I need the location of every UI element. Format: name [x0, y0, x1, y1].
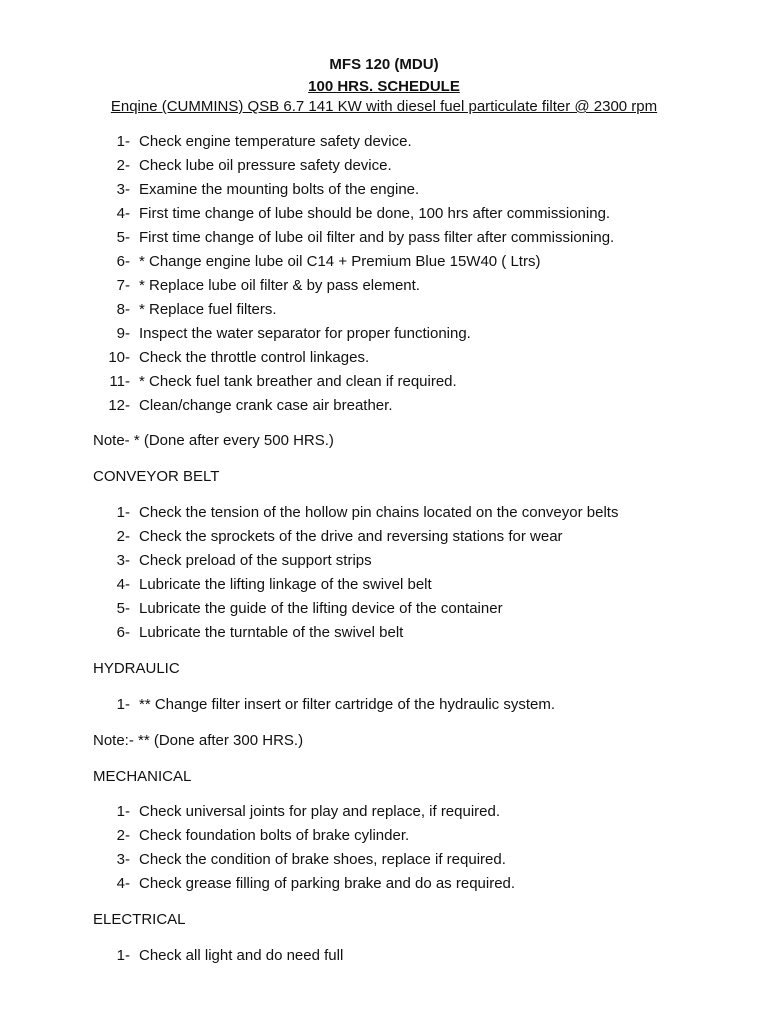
- item-text: Check the throttle control linkages.: [139, 349, 370, 366]
- item-number: 5-: [116, 600, 130, 617]
- conveyor-checklist: [0, 504, 768, 648]
- list-item: [0, 947, 768, 971]
- section-heading-hydraulic: HYDRAULIC: [93, 660, 180, 677]
- list-item: [0, 552, 768, 576]
- list-item: [0, 504, 768, 528]
- item-number: 6-: [116, 253, 130, 270]
- item-text: Lubricate the guide of the lifting device of the container: [139, 600, 503, 617]
- list-item: [0, 576, 768, 600]
- list-item: [0, 253, 768, 277]
- item-number: 1-: [116, 803, 130, 820]
- list-item: [0, 803, 768, 827]
- item-text: Inspect the water separator for proper functioning.: [139, 325, 471, 342]
- mechanical-checklist: [0, 803, 768, 899]
- item-number: 12-: [108, 397, 130, 414]
- item-number: 4-: [116, 205, 130, 222]
- item-text: First time change of lube oil filter and by pass filter after commissioning.: [139, 229, 615, 246]
- list-item: [0, 600, 768, 624]
- electrical-checklist: [0, 947, 768, 971]
- list-item: [0, 851, 768, 875]
- item-text: Check the condition of brake shoes, replace if required.: [139, 851, 506, 868]
- item-number: 1-: [116, 504, 130, 521]
- item-number: 8-: [116, 301, 130, 318]
- hydraulic-note: Note:- ** (Done after 300 HRS.): [93, 732, 304, 749]
- item-text: Check lube oil pressure safety device.: [139, 157, 392, 174]
- item-number: 2-: [116, 528, 130, 545]
- item-text: * Check fuel tank breather and clean if required.: [139, 373, 457, 390]
- item-number: 6-: [116, 624, 130, 641]
- item-number: 1-: [116, 947, 130, 964]
- list-item: [0, 624, 768, 648]
- item-number: 3-: [116, 552, 130, 569]
- item-text: ** Change filter insert or filter cartridge of the hydraulic system.: [139, 696, 556, 713]
- item-text: Check foundation bolts of brake cylinder.: [139, 827, 410, 844]
- list-item: [0, 205, 768, 229]
- item-text: Clean/change crank case air breather.: [139, 397, 393, 414]
- engine-note: Note- * (Done after every 500 HRS.): [93, 432, 334, 449]
- item-number: 5-: [116, 229, 130, 246]
- item-number: 10-: [108, 349, 130, 366]
- item-number: 9-: [116, 325, 130, 342]
- item-number: 2-: [116, 157, 130, 174]
- item-text: Check the tension of the hollow pin chains located on the conveyor belts: [139, 504, 619, 521]
- item-text: First time change of lube should be done, 100 hrs after commissioning.: [139, 205, 611, 222]
- item-number: 1-: [116, 133, 130, 150]
- hydraulic-checklist: [0, 696, 768, 720]
- item-text: * Change engine lube oil C14 + Premium Blue 15W40 ( Ltrs): [139, 253, 541, 270]
- item-number: 11-: [109, 373, 130, 390]
- list-item: [0, 827, 768, 851]
- item-text: Check all light and do need full: [139, 947, 344, 964]
- item-text: Check universal joints for play and replace, if required.: [139, 803, 501, 820]
- item-number: 2-: [116, 827, 130, 844]
- list-item: [0, 373, 768, 397]
- document-title: MFS 120 (MDU): [329, 56, 439, 73]
- item-number: 7-: [116, 277, 130, 294]
- list-item: [0, 875, 768, 899]
- item-text: Check grease filling of parking brake and do as required.: [139, 875, 516, 892]
- list-item: [0, 397, 768, 421]
- engine-subtitle: Enqine (CUMMINS) QSB 6.7 141 KW with diesel fuel particulate filter @ 2300 rpm: [110, 98, 658, 115]
- list-item: [0, 301, 768, 325]
- list-item: [0, 277, 768, 301]
- item-text: Examine the mounting bolts of the engine.: [139, 181, 420, 198]
- item-text: Check the sprockets of the drive and reversing stations for wear: [139, 528, 563, 545]
- item-number: 1-: [116, 696, 130, 713]
- list-item: [0, 528, 768, 552]
- list-item: [0, 181, 768, 205]
- item-text: Check preload of the support strips: [139, 552, 372, 569]
- section-heading-electrical: ELECTRICAL: [93, 911, 186, 928]
- item-number: 3-: [116, 181, 130, 198]
- item-number: 3-: [116, 851, 130, 868]
- list-item: [0, 157, 768, 181]
- item-text: Lubricate the lifting linkage of the swivel belt: [139, 576, 432, 593]
- item-text: * Replace fuel filters.: [139, 301, 277, 318]
- item-number: 4-: [116, 875, 130, 892]
- list-item: [0, 349, 768, 373]
- engine-checklist: [0, 133, 768, 421]
- section-heading-conveyor: CONVEYOR BELT: [93, 468, 220, 485]
- item-text: Check engine temperature safety device.: [139, 133, 412, 150]
- schedule-title: 100 HRS. SCHEDULE: [308, 78, 460, 95]
- list-item: [0, 229, 768, 253]
- section-heading-mechanical: MECHANICAL: [93, 768, 192, 785]
- list-item: [0, 696, 768, 720]
- item-text: * Replace lube oil filter & by pass element.: [139, 277, 420, 294]
- item-number: 4-: [116, 576, 130, 593]
- list-item: [0, 133, 768, 157]
- item-text: Lubricate the turntable of the swivel belt: [139, 624, 404, 641]
- list-item: [0, 325, 768, 349]
